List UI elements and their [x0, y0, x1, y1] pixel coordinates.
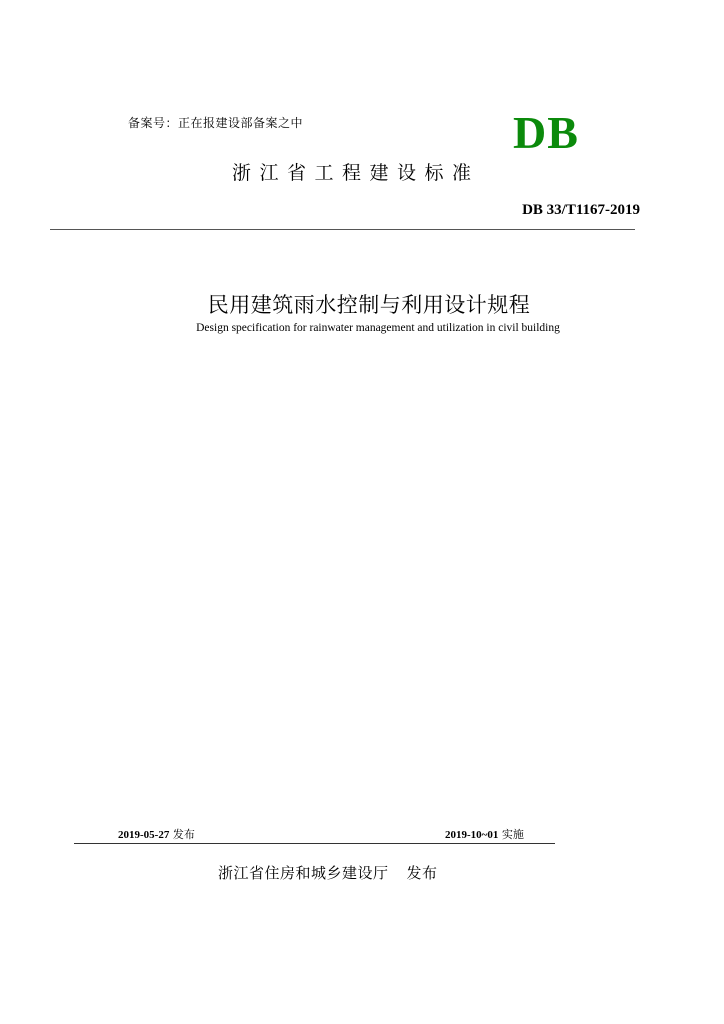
filing-number: 备案号：正在报建设部备案之中 — [128, 116, 304, 130]
top-divider — [50, 229, 635, 230]
publisher-name: 浙江省住房和城乡建设厅 — [218, 864, 389, 882]
document-title: 民用建筑雨水控制与利用设计规程 — [207, 293, 531, 317]
standard-code: DB 33/T1167-2019 — [522, 202, 640, 218]
document-english-title: Design specification for rainwater management and utilization in civil building — [196, 322, 560, 334]
db-logo: DB — [513, 107, 579, 158]
issue-label: 发布 — [172, 828, 195, 841]
issue-date-block — [118, 826, 195, 842]
bottom-divider — [74, 843, 555, 844]
issue-date: 2019-05-27 — [118, 829, 170, 841]
effective-label: 实施 — [501, 828, 524, 841]
standard-type-heading: 浙江省工程建设标准 — [232, 162, 480, 184]
publisher-action: 发布 — [406, 864, 438, 882]
effective-date-block — [445, 826, 524, 842]
publisher-block — [218, 862, 438, 883]
effective-date: 2019-10~01 — [445, 829, 499, 841]
